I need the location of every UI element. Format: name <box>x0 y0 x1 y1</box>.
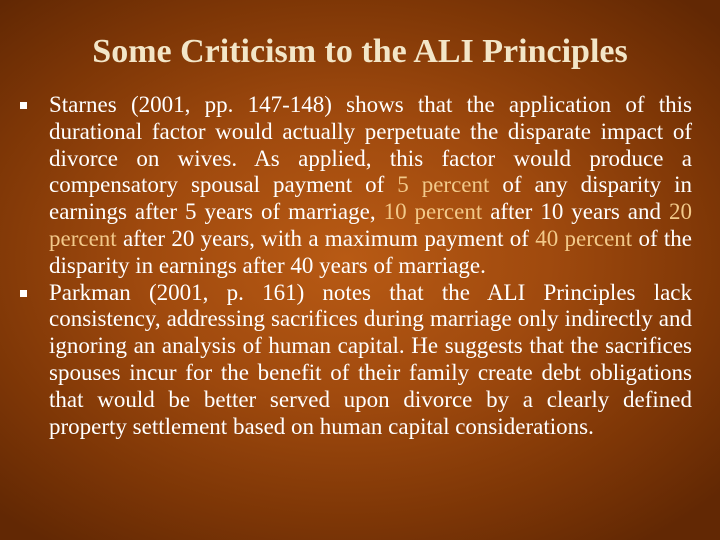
bullet-list <box>20 92 692 440</box>
bullet-text: Starnes (2001, pp. 147-148) shows that the application of this durational factor would actually perpetuate the disparate impact of divorce on wives. As applied, this factor would produce a compensatory spousal payment of <box>49 92 692 198</box>
slide-title: Some Criticism to the ALI Principles <box>92 33 628 70</box>
highlight-percent: 5 percent <box>397 172 490 198</box>
square-bullet-icon <box>20 102 27 109</box>
bullet-item-parkman <box>20 280 692 441</box>
bullet-text: of any disparity in earnings after 5 years of marriage, <box>49 172 692 225</box>
bullet-text: of the disparity in earnings after 40 years of marriage. <box>49 225 692 278</box>
bullet-text: after 10 years and <box>482 199 669 225</box>
highlight-percent: 40 percent <box>535 225 633 251</box>
bullet-item-starnes <box>20 92 692 280</box>
square-bullet-icon <box>20 290 27 297</box>
highlight-percent: 10 percent <box>383 199 483 225</box>
bullet-text: after 20 years, with a maximum payment of <box>116 225 536 251</box>
highlight-percent: 20 percent <box>49 199 692 251</box>
bullet-text: Parkman (2001, p. 161) notes that the ALI Principles lack consistency, addressing sacrifices during marriage only indirectly and ignoring an analysis of human capital. He suggests that the sacrifices spouses incur for the benefit of their family create debt obligations that would be better served upon divorce by a clearly defined property settlement based on human capital considerations. <box>49 279 692 439</box>
